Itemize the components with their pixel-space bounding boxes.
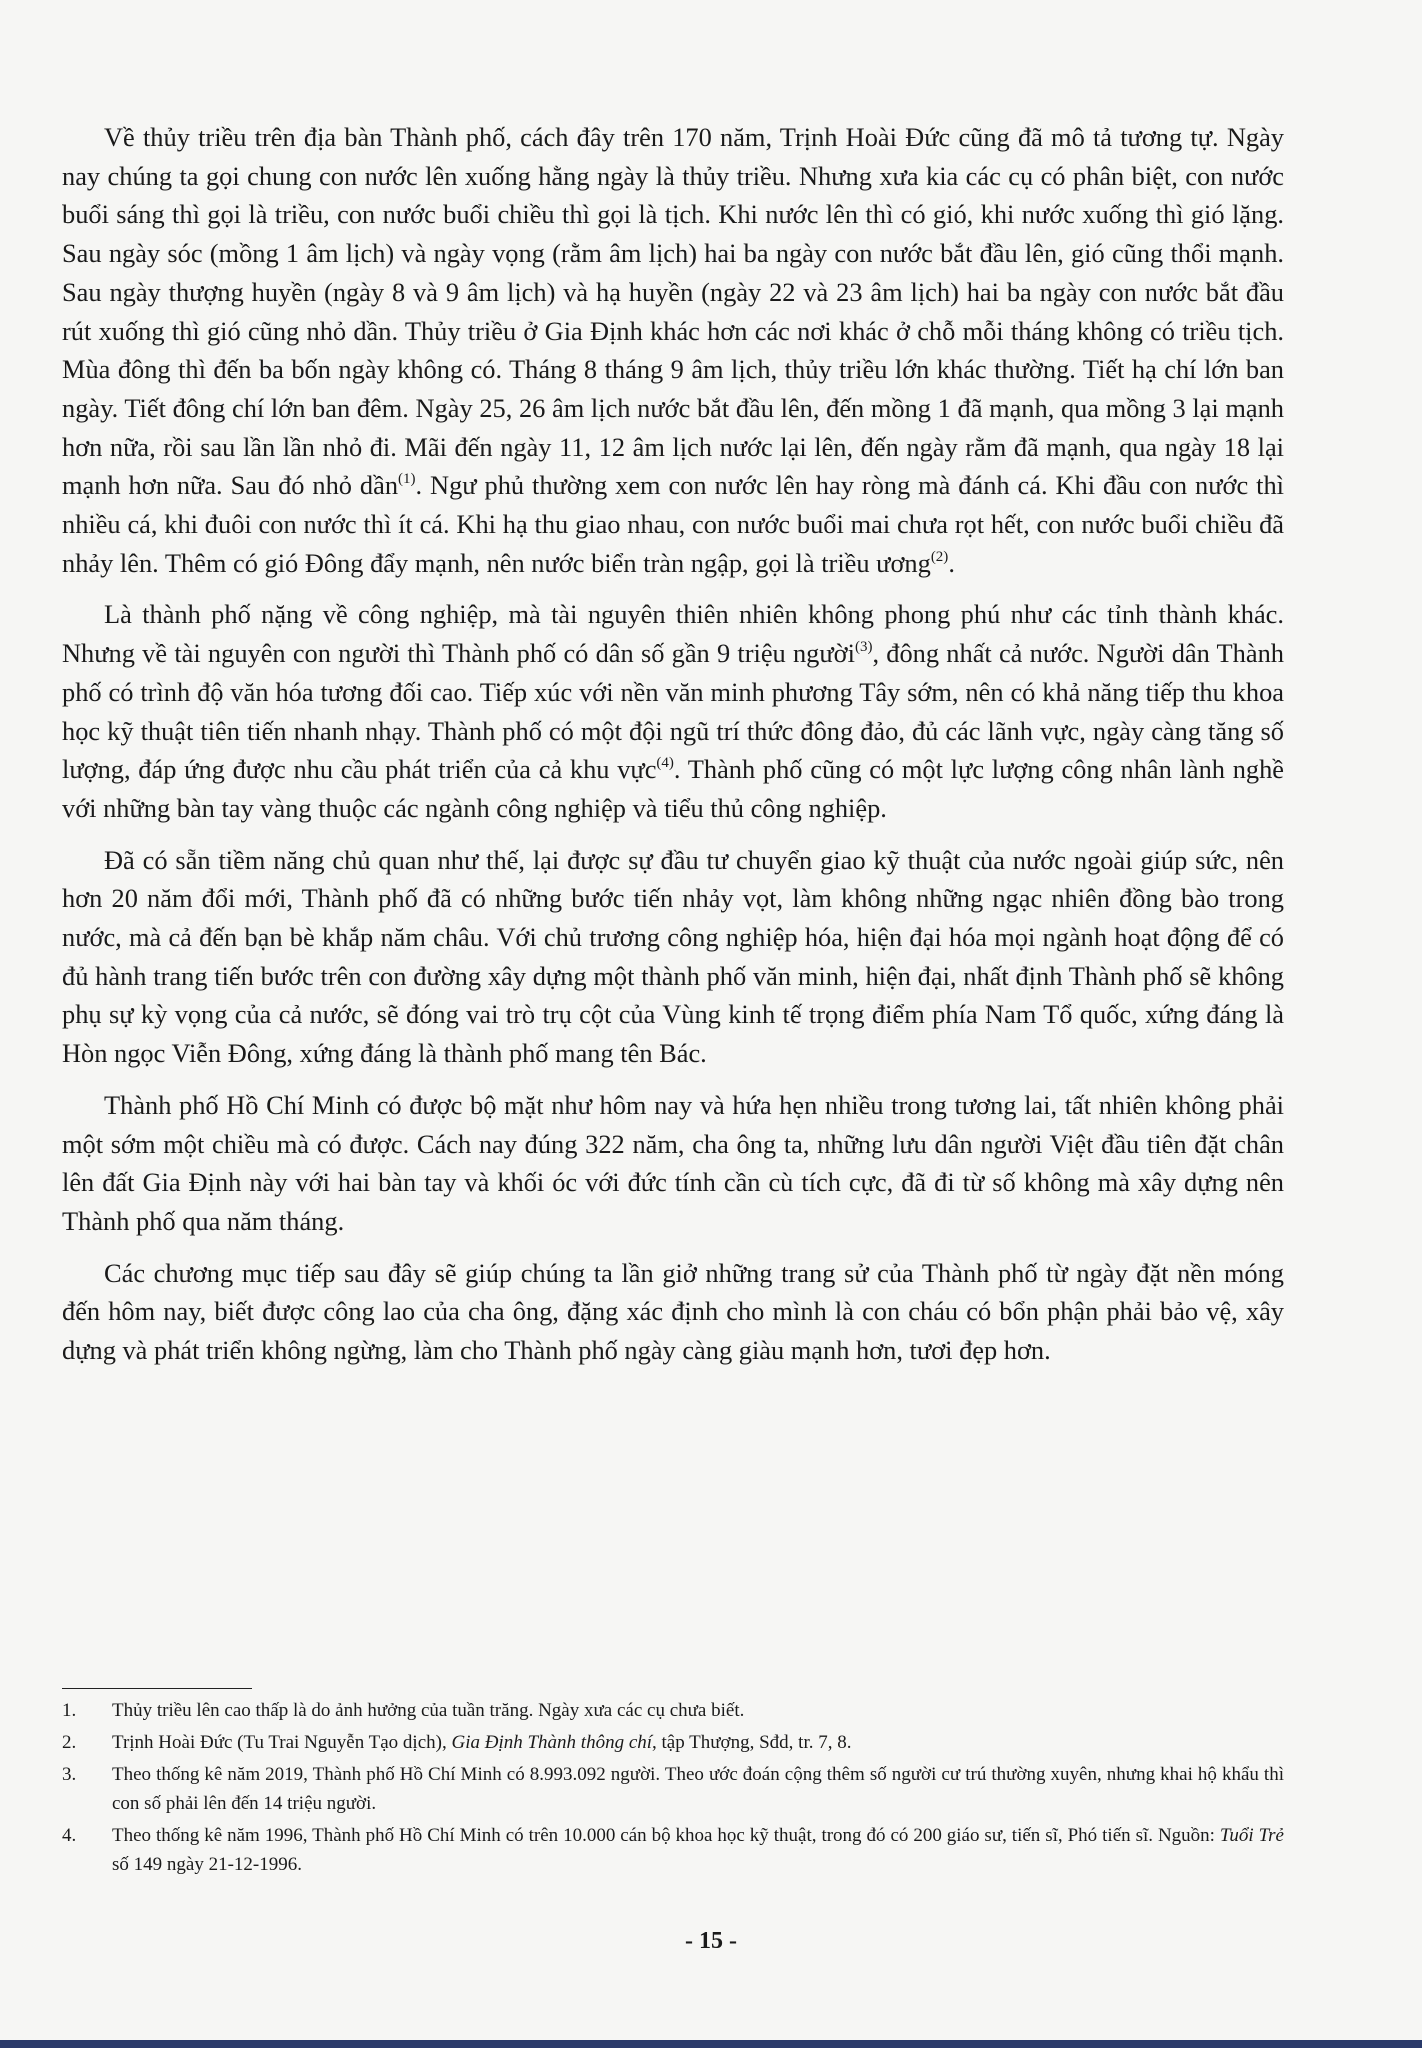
- book-title: Gia Định Thành thông chí: [451, 1732, 653, 1753]
- paragraph-text: Về thủy triều trên địa bàn Thành phố, cách đây trên 170 năm, Trịnh Hoài Đức cũng đã mô tả tương tự. Ngày nay chúng ta gọi chung con nước lên xuống hằng ngày là thủy triều. Nhưng xưa kia các cụ có phân biệt, con nước buổi sáng thì gọi là triều, con nước buổi chiều thì gọi là tịch. Khi nước lên thì có gió, khi nước xuống thì gió lặng. Sau ngày sóc (mồng 1 âm lịch) và ngày vọng (rằm âm lịch) hai ba ngày con nước bắt đầu lên, gió cũng thổi mạnh. Sau ngày thượng huyền (ngày 8 và 9 âm lịch) và hạ huyền (ngày 22 và 23 âm lịch) hai ba ngày con nước bắt đầu rút xuống thì gió cũng nhỏ dần. Thủy triều ở Gia Định khác hơn các nơi khác ở chỗ mỗi tháng không có triều tịch. Mùa đông thì đến ba bốn ngày không có. Tháng 8 tháng 9 âm lịch, thủy triều lớn khác thường. Tiết hạ chí lớn ban ngày. Tiết đông chí lớn ban đêm. Ngày 25, 26 âm lịch nước bắt đầu lên, đến mồng 1 đã mạnh, qua mồng 3 lại mạnh hơn nữa, rồi sau lần lần nhỏ đi. Mãi đến ngày 11, 12 âm lịch nước lại lên, đến ngày rằm đã mạnh, qua ngày 18 lại mạnh hơn nữa. Sau đó nhỏ dần: [62, 122, 1284, 501]
- footnote-text-part: Trịnh Hoài Đức (Tu Trai Nguyễn Tạo dịch),: [112, 1732, 452, 1753]
- paragraph-text: Là thành phố nặng về công nghiệp, mà tài nguyên thiên nhiên không phong phú như các tỉnh thành khác. Nhưng về tài nguyên con người thì Thành phố có dân số gần 9 triệu người: [62, 599, 1284, 669]
- paragraph-text: , đông nhất cả nước. Người dân Thành phố có trình độ văn hóa tương đối cao. Tiếp xúc với nền văn minh phương Tây sớm, nên có khả năng tiếp thu khoa học kỹ thuật tiên tiến nhanh nhạy. Thành phố có một đội ngũ trí thức đông đảo, đủ các lãnh vực, ngày càng tăng số lượng, đáp ứng được nhu cầu phát triển của cả khu vực: [62, 638, 1284, 785]
- footnote-text-part: Theo thống kê năm 1996, Thành phố Hồ Chí Minh có trên 10.000 cán bộ khoa học kỹ thuật, trong đó có 200 giáo sư, tiến sĩ, Phó tiến sĩ. Nguồn:: [112, 1825, 1220, 1846]
- paragraph-chapters: Các chương mục tiếp sau đây sẽ giúp chúng ta lần giở những trang sử của Thành phố từ ngày đặt nền móng đến hôm nay, biết được công lao của cha ông, đặng xác định cho mình là con cháu có bổn phận phải bảo vệ, xây dựng và phát triển không ngừng, làm cho Thành phố ngày càng giàu mạnh hơn, tươi đẹp hơn.: [62, 1257, 1284, 1366]
- footnote-ref: (1): [398, 471, 416, 488]
- footnote-text-part: , tập Thượng, Sđd, tr. 7, 8.: [652, 1732, 852, 1753]
- footnote-item: [62, 1821, 1284, 1879]
- footnotes-list: [62, 1696, 1284, 1882]
- scan-edge: [0, 2040, 1422, 2048]
- footnote-ref: (2): [930, 548, 949, 565]
- footnote-item: [62, 1696, 1284, 1725]
- paragraph-resources: [62, 595, 1284, 827]
- footnote-text: [112, 1728, 1284, 1757]
- footnote-number: 4.: [62, 1825, 77, 1846]
- paragraph-development: Đã có sẵn tiềm năng chủ quan như thế, lại được sự đầu tư chuyển giao kỹ thuật của nước ngoài giúp sức, nên hơn 20 năm đổi mới, Thành phố đã có những bước tiến nhảy vọt, làm không những ngạc nhiên đồng bào trong nước, mà cả đến bạn bè khắp năm châu. Với chủ trương công nghiệp hóa, hiện đại hóa mọi ngành hoạt động để có đủ hành trang tiến bước trên con đường xây dựng một thành phố văn minh, hiện đại, nhất định Thành phố sẽ không phụ sự kỳ vọng của cả nước, sẽ đóng vai trò trụ cột của Vùng kinh tế trọng điểm phía Nam Tổ quốc, xứng đáng là Hòn ngọc Viễn Đông, xứng đáng là thành phố mang tên Bác.: [62, 844, 1284, 1069]
- newspaper-title: Tuổi Trẻ: [1219, 1825, 1284, 1846]
- footnote-ref: (3): [854, 639, 873, 656]
- footnote-number: 1.: [62, 1700, 77, 1721]
- main-text: [62, 118, 1284, 1383]
- page-number: - 15 -: [685, 1928, 737, 1954]
- footnote-number: 2.: [62, 1732, 77, 1753]
- paragraph-text: . Ngư phủ thường xem con nước lên hay ròng mà đánh cá. Khi đầu con nước thì nhiều cá, khi đuôi con nước thì ít cá. Khi hạ thu giao nhau, con nước buổi mai chưa rọt hết, con nước buổi chiều đã nhảy lên. Thêm có gió Đông đẩy mạnh, nên nước biển tràn ngập, gọi là triều ương: [62, 470, 1284, 578]
- footnote-ref: (4): [656, 755, 674, 772]
- footnote-text: [112, 1821, 1284, 1879]
- footnote-number: 3.: [62, 1764, 77, 1785]
- paragraph-tides: [62, 118, 1284, 582]
- footnote-text: Thủy triều lên cao thấp là do ảnh hưởng của tuần trăng. Ngày xưa các cụ chưa biết.: [112, 1700, 745, 1721]
- paragraph-history: Thành phố Hồ Chí Minh có được bộ mặt như hôm nay và hứa hẹn nhiều trong tương lai, tất nhiên không phải một sớm một chiều mà có được. Cách nay đúng 322 năm, cha ông ta, những lưu dân người Việt đầu tiên đặt chân lên đất Gia Định này với hai bàn tay và khối óc với đức tính cần cù tích cực, đã đi từ số không mà xây dựng nên Thành phố qua năm tháng.: [62, 1089, 1284, 1236]
- paragraph-text: .: [948, 547, 955, 578]
- footnote-text-part: số 149 ngày 21-12-1996.: [112, 1854, 302, 1875]
- paragraph-text: . Thành phố cũng có một lực lượng công nhân lành nghề với những bàn tay vàng thuộc các ngành công nghiệp và tiểu thủ công nghiệp.: [62, 754, 1284, 823]
- footnote-item: [62, 1728, 1284, 1757]
- footnote-item: [62, 1760, 1284, 1818]
- footnote-text: Theo thống kê năm 2019, Thành phố Hồ Chí Minh có 8.993.092 người. Theo ước đoán cộng thêm số người cư trú thường xuyên, nhưng khai hộ khẩu thì con số phải lên đến 14 triệu người.: [112, 1764, 1284, 1814]
- footnote-separator: [62, 1688, 252, 1689]
